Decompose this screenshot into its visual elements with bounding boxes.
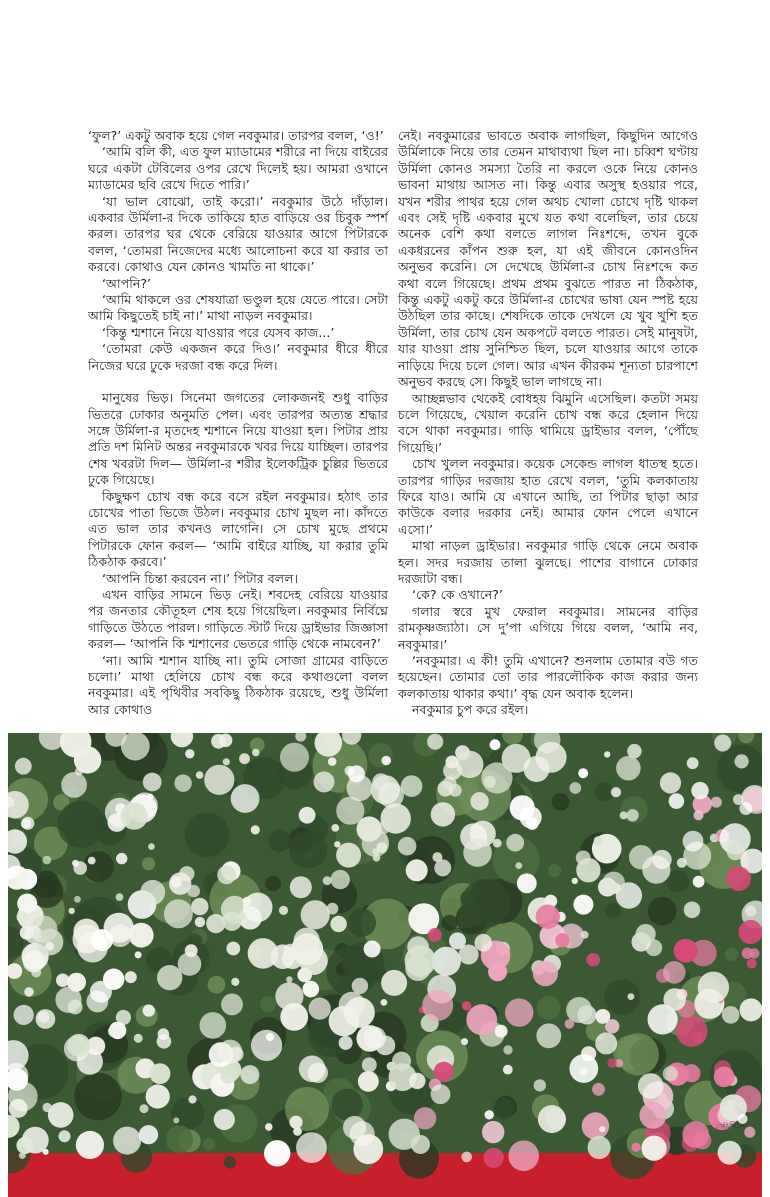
flowers-illustration-icon (8, 733, 762, 1197)
paragraph: ‘কে? কে ওখানে?’ (412, 587, 503, 603)
paragraph: মাথা নাড়ল ড্রাইভার। নবকুমার গাড়ি থেকে নেমে অবাক হল। সদর দরজায় তালা ঝুলছে। পাশের বাগানে ঢোকার দরজাটা বন্ধ। (398, 538, 698, 586)
paragraph: ‘কিন্তু শ্মশানে নিয়ে যাওয়ার পরে যেসব কাজ...’ (102, 324, 335, 340)
paragraph: ‘নবকুমার। এ কী! তুমি এখানে? শুনলাম তোমার বউ গত হয়েছেন। তোমার তো তার পারলৌকিক কাজ করার জন্য কলকাতায় থাকার কথা।’ বৃদ্ধ যেন অবাক হলেন। (398, 653, 698, 701)
paragraph: ‘আপনি?’ (102, 275, 152, 291)
paragraph: মানুষের ভিড়। সিনেমা জগতের লোকজনই শুধু বাড়ির ভিতরে ঢোকার অনুমতি পেল। এবং তারপর অত্যন্ত শ্রদ্ধার সঙ্গে উর্মিলা-র মৃতদেহ শ্মশানে নিয়ে যাওয়া হল। পিটার প্রায় প্রতি দশ মিনিট অন্তর নবকুমারকে খবর দিয়ে যাচ্ছিল। তারপর শেষ খবরটা দিল— উর্মিলা-র শরীর ইলেকট্রিক চুল্লির ভিতরে ঢুকে গিয়েছে। (88, 390, 388, 488)
illustrator-credit: সৌরীশ (714, 1123, 740, 1133)
paragraph: ‘যা ভাল বোঝো, তাই করো।’ নবকুমার উঠে দাঁড়াল। একবার উর্মিলা-র দিকে তাকিয়ে হাত বাড়িয়ে ওর চিবুক স্পর্শ করল। তারপর ঘর থেকে বেরিয়ে যাওয়ার আগে পিটারকে বলল, ‘তোমরা নিজেদের মধ্যে আলোচনা করে যা করার তা করবে। কোথাও যেন কোনও খামতি না থাকে।’ (88, 193, 388, 275)
paragraph: নবকুমার চুপ করে রইল। (412, 702, 529, 718)
paragraph: কিছুক্ষণ চোখ বন্ধ করে বসে রইল নবকুমার। হঠাৎ তার চোখের পাতা ভিজে উঠল। নবকুমার চোখ মুছল না। কাঁদতে এত ভাল তার কখনও লাগেনি। সে চোখ মুছে প্রথমে পিটারকে ফোন করল— ‘আমি বাইরে যাচ্ছি, যা করার তুমি ঠিকঠাক করবে।’ (88, 488, 388, 570)
story-column-left (88, 128, 388, 718)
paragraph: ‘ফুল?’ একটু অবাক হয়ে গেল নবকুমার। তারপর বলল, ‘ও!’ (88, 128, 384, 143)
paragraph: গলার স্বরে মুখ ফেরাল নবকুমার। সামনের বাড়ির রামকৃষ্ণজ্যাঠা। সে দু’পা এগিয়ে গিয়ে বলল, ‘আমি নব, নবকুমার।’ (398, 603, 698, 652)
paragraph: ‘না। আমি শ্মশান যাচ্ছি না। তুমি সোজা গ্রামের বাড়িতে চলো।’ মাথা হেলিয়ে চোখ বন্ধ করে কথাগুলো বলল নবকুমার। এই পৃথিবীর সবকিছু ঠিকঠাক রয়েছে, শুধু উর্মিলা আর কোথাও (88, 652, 388, 717)
paragraph: এখন বাড়ির সামনে ভিড় নেই। শবদেহ বেরিয়ে যাওয়ার পর জনতার কৌতূহল শেষ হয়ে গিয়েছিল। নবকুমার নির্বিঘ্নে গাড়িতে উঠতে পারল। গাড়িতে স্টার্ট দিয়ে ড্রাইভার জিজ্ঞাসা করল— ‘আপনি কি শ্মশানের ভেতরে গাড়ি থেকে নামবেন?’ (88, 586, 388, 652)
paragraph: ‘তোমরা কেউ একজন করে দিও।’ নবকুমার ধীরে ধীরে নিজের ঘরে ঢুকে দরজা বন্ধ করে দিল। (88, 341, 388, 373)
flowers-illustration (8, 733, 762, 1197)
section-break (88, 374, 388, 390)
story-column-right (398, 128, 698, 719)
paragraph: আচ্ছন্নভাব থেকেই বোধহয় ঝিমুনি এসেছিল। কতটা সময় চলে গিয়েছে, খেয়াল করেনি চোখ বন্ধ করে হেলান দিয়ে বসে থাকা নবকুমার। গাড়ি থামিয়ে ড্রাইভার বলল, ‘পৌঁছে গিয়েছি।’ (398, 390, 698, 455)
paragraph: নেই। নবকুমারের ভাবতে অবাক লাগছিল, কিছুদিন আগেও উর্মিলাকে নিয়ে তার তেমন মাথাব্যথা ছিল না। চব্বিশ ঘণ্টায় উর্মিলা কোনও সমস্যা তৈরি না করলে ওকে নিয়ে কোনও ভাবনা মাথায় আসত না। কিন্তু এবার অসুস্থ হওয়ার পরে, যখন শরীর পাথর হয়ে গেল অথচ খোলা চোখে দৃষ্টি থাকল এবং সেই দৃষ্টি একবার মুখে যত কথা বলেছিল, তার চেয়ে অনেক বেশি কথা বলতে লাগল নিঃশব্দে, তখন বুকে একধরনের কাঁপন শুরু হল, যা এই জীবনে কোনওদিন অনুভব করেনি। সে দেখেছে উর্মিলা-র চোখ নিঃশব্দে কত কথা বলে গিয়েছে। প্রথম প্রথম বুঝতে পারত না ঠিকঠাক, কিন্তু একটু একটু করে উর্মিলা-র চোখের ভাষা যেন স্পষ্ট হয়ে উঠছিল তার কাছে। শেষদিকে তাকে দেখলে যে খুব খুশি হত উর্মিলা, তার চোখ যেন অকপটে বলতে পারত। সেই মানুষটা, যার যাওয়া প্রায় সুনিশ্চিত ছিল, চলে যাওয়ার আগে তাকে নাড়িয়ে দিয়ে চলে গেল। আর এখন কীরকম শূন্যতা চারপাশে অনুভব করছে সে। কিছুই ভাল লাগছে না। (398, 128, 698, 390)
paragraph: ‘আমি বলি কী, এত ফুল ম্যাডামের শরীরে না দিয়ে বাইরের ঘরে একটা টেবিলের ওপর রেখে দিলেই হয়। আমরা ওখানে ম্যাডামের ছবি রেখে দিতে পারি।’ (88, 144, 388, 193)
paragraph: চোখ খুলল নবকুমার। কয়েক সেকেন্ড লাগল ধাতস্থ হতে। তারপর গাড়ির দরজায় হাত রেখে বলল, ‘তুমি কলকাতায় ফিরে যাও। আমি যে এখানে আছি, তা পিটার ছাড়া আর কাউকে বলার দরকার নেই। আমার ফোন পেলে এখানে এসো।’ (398, 456, 698, 537)
paragraph: ‘আপনি চিন্তা করবেন না।’ পিটার বলল। (102, 570, 298, 586)
paragraph: ‘আমি থাকলে ওর শেষযাত্রা ভণ্ডুল হয়ে যেতে পারে। সেটা আমি কিছুতেই চাই না।’ মাথা নাড়ল নবকুমার। (88, 292, 388, 324)
